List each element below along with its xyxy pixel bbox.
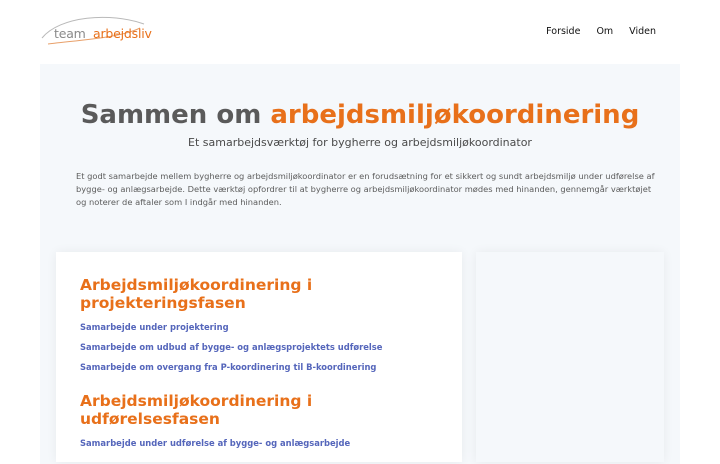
page-title [0,100,720,130]
team-arbejdsliv-logo[interactable] [40,14,152,48]
logo-word-arbejdsliv: arbejdsliv [93,26,152,41]
nav-viden[interactable]: Viden [629,26,656,37]
link-samarbejde-udbud[interactable]: Samarbejde om udbud af bygge- og anlægsprojektets udførelse [80,342,383,352]
nav-forside[interactable]: Forside [546,26,581,37]
title-accent: arbejdsmiljøkoordinering [270,100,640,130]
logo-word-team: team [54,26,86,41]
intro-paragraph: Et godt samarbejde mellem bygherre og arbejdsmiljøkoordinator er en forudsætning for et sikkert og sundt arbejdsmiljø under udførelse af bygge- og anlægsarbejde. Dette værktøj opfordrer til at bygherre og arbejdsmiljøkoordinator mødes med hinanden, gennemgår værktøjet og noterer de aftaler som I indgår med hinanden. [76,171,655,207]
link-samarbejde-projektering[interactable]: Samarbejde under projektering [80,322,229,332]
section-title-projektering: Arbejdsmiljøkoordinering i projekteringsfasen [80,276,313,312]
side-card [476,252,664,462]
link-samarbejde-udfoerelse[interactable]: Samarbejde under udførelse af bygge- og anlægsarbejde [80,438,351,448]
page-subtitle: Et samarbejdsværktøj for bygherre og arbejdsmiljøkoordinator [188,136,532,149]
main-nav [546,26,656,37]
nav-om[interactable]: Om [596,26,614,37]
site-header [0,0,720,64]
section-title-udfoerelse: Arbejdsmiljøkoordinering i udførelsesfasen [80,392,313,428]
title-lead: Sammen om [80,100,271,130]
link-samarbejde-overgang[interactable]: Samarbejde om overgang fra P-koordinering til B-koordinering [80,362,377,372]
